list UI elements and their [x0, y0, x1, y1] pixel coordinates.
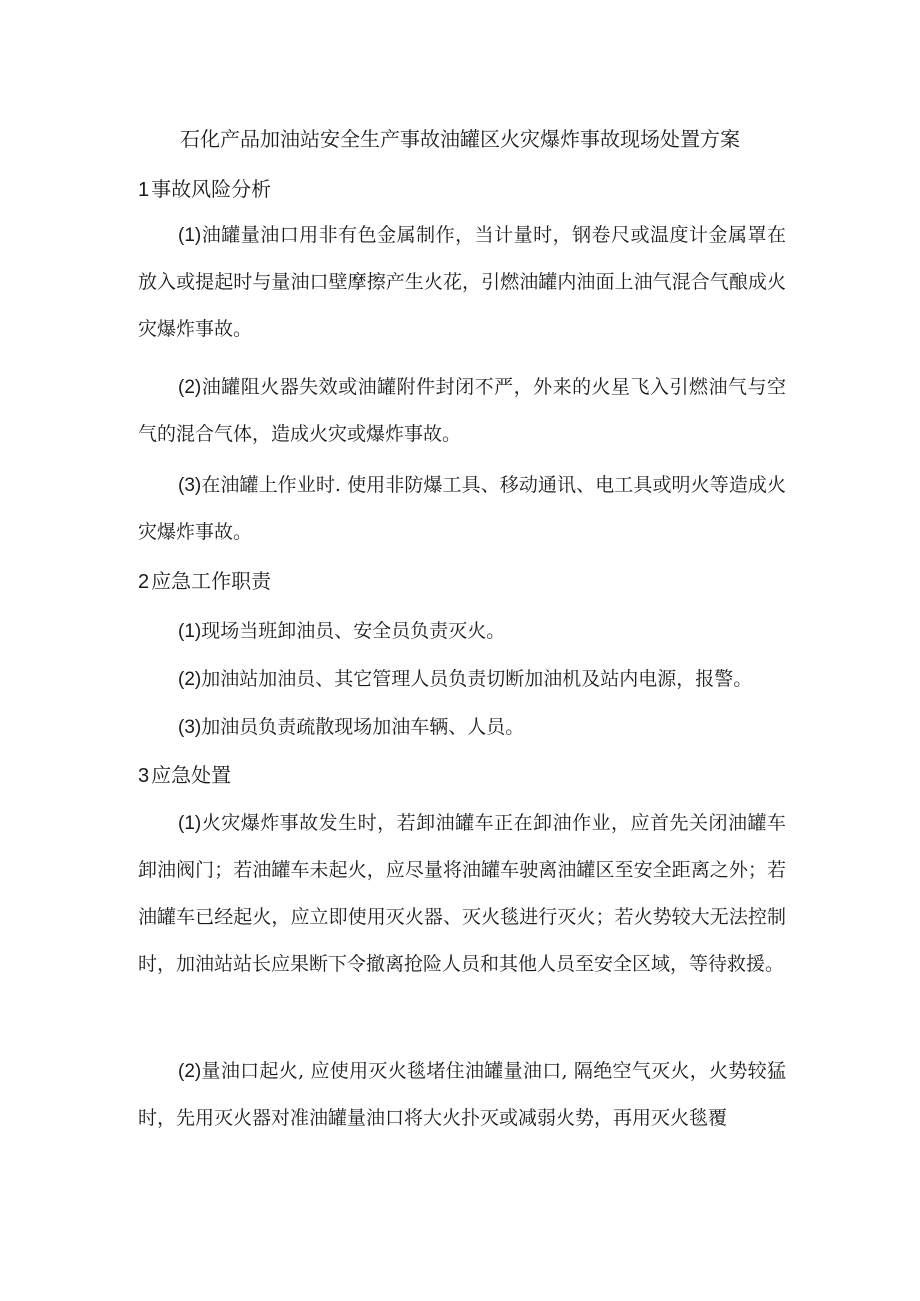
- item-marker: (1): [178, 813, 202, 834]
- paragraph: [138, 704, 786, 751]
- section-number: 3: [138, 765, 150, 787]
- paragraph: [138, 1048, 786, 1142]
- item-marker: (2): [178, 1061, 202, 1082]
- document-title: 石化产品加油站安全生产事故油罐区火灾爆炸事故现场处置方案: [180, 127, 740, 151]
- section-number: 2: [138, 571, 150, 593]
- paragraph-text: 油罐阻火器失效或油罐附件封闭不严，外来的火星飞入引燃油气与空气的混合气体，造成火灾或爆炸事故。: [138, 376, 786, 445]
- paragraph-text: 火灾爆炸事故发生时，若卸油罐车正在卸油作业，应首先关闭油罐车卸油阀门；若油罐车未起火，应尽量将油罐车驶离油罐区至安全距离之外；若油罐车已经起火，应立即使用灭火器、灭火毯进行灭火；若火势较大无法控制时，加油站站长应果断下令撤离抢险人员和其他人员至安全区域，等待救援。: [138, 812, 786, 975]
- section-heading-emergency-response: [138, 760, 231, 791]
- item-marker: (3): [178, 717, 202, 738]
- paragraph: [138, 800, 786, 988]
- item-marker: (2): [178, 377, 202, 398]
- paragraph-text: 油罐量油口用非有色金属制作，当计量时，钢卷尺或温度计金属罩在放入或提起时与量油口壁摩擦产生火花，引燃油罐内油面上油气混合气酿成火灾爆炸事故。: [138, 224, 786, 340]
- paragraph-text: 加油员负责疏散现场加油车辆、人员。: [201, 716, 525, 738]
- paragraph: [138, 656, 798, 703]
- item-marker: (3): [178, 475, 202, 496]
- paragraph: [138, 212, 786, 353]
- paragraph: [138, 608, 786, 655]
- paragraph: [138, 462, 786, 556]
- paragraph-text: 现场当班卸油员、安全员负责灭火。: [201, 620, 506, 642]
- item-marker: (1): [178, 621, 202, 642]
- section-title: 应急处置: [151, 763, 232, 787]
- section-title: 事故风险分析: [151, 177, 272, 201]
- section-heading-responsibilities: [138, 566, 271, 597]
- paragraph: [138, 364, 786, 458]
- paragraph-text: 量油口起火, 应使用灭火毯堵住油罐量油口, 隔绝空气灭火，火势较猛时，先用灭火器对准油罐量油口将大火扑灭或减弱火势，再用灭火毯覆: [138, 1060, 786, 1129]
- section-title: 应急工作职责: [151, 569, 272, 593]
- paragraph-text: 加油站加油员、其它管理人员负责切断加油机及站内电源，报警。: [201, 668, 753, 690]
- section-heading-risk-analysis: [138, 174, 271, 205]
- paragraph-text: 在油罐上作业时. 使用非防爆工具、移动通讯、电工具或明火等造成火灾爆炸事故。: [138, 474, 786, 543]
- item-marker: (2): [178, 669, 202, 690]
- item-marker: (1): [178, 225, 202, 246]
- section-number: 1: [138, 179, 150, 201]
